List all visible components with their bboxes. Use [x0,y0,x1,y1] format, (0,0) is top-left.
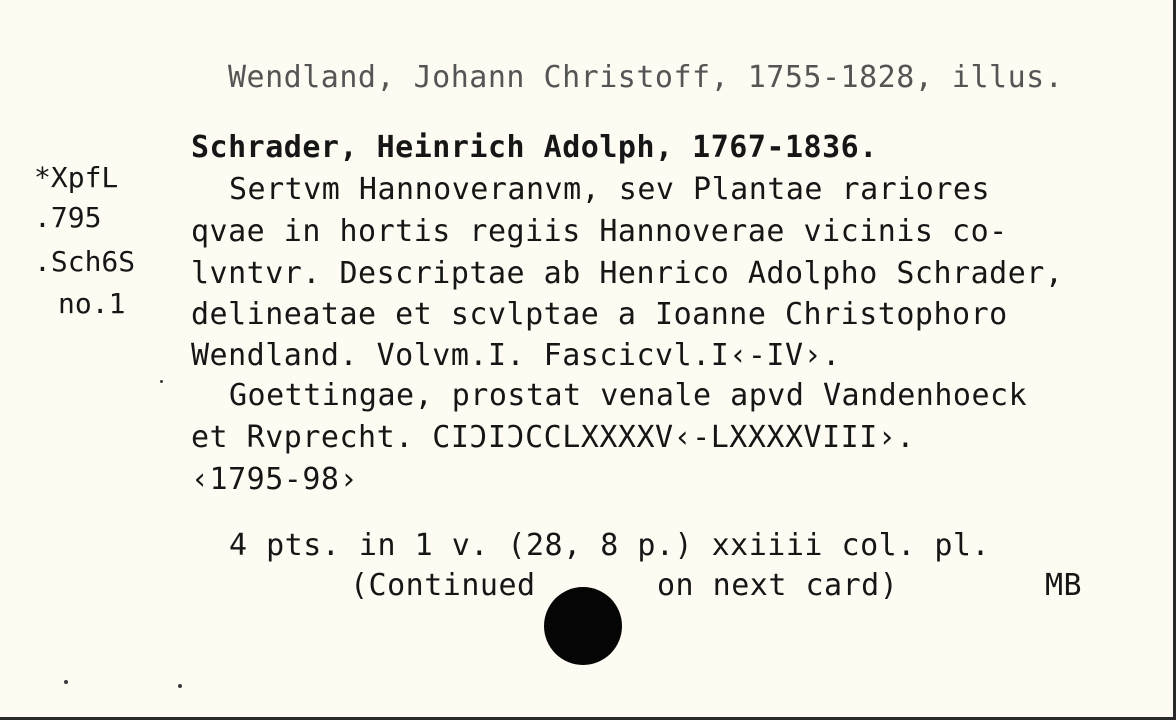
title-line-3: lvntvr. Descriptae ab Henrico Adolpho Schrader, [191,256,1064,291]
call-number-line-4: no.1 [58,287,126,320]
call-number-line-3: .Sch6S [34,245,136,278]
title-line-4: delineatae et scvlptae a Ioanne Christophoro [191,297,1008,332]
speck-mark [178,684,182,688]
call-number-line-2: .795 [34,201,102,234]
speck-mark [64,680,68,684]
cataloger-initials: MB [1045,568,1083,603]
imprint-line-2: et Rvprecht. CIƆIƆCCLXXXXV‹-LXXXXVIII›. [191,420,915,455]
title-line-1: Sertvm Hannoveranvm, sev Plantae rariores [229,172,991,207]
imprint-line-3: ‹1795-98› [191,462,359,497]
imprint-line-1: Goettingae, prostat venale apvd Vandenhoeck [229,378,1028,413]
author-heading: Schrader, Heinrich Adolph, 1767-1836. [191,130,878,165]
title-line-2: qvae in hortis regiis Hannoverae vicinis co- [191,214,1008,249]
continued-note-left: (Continued [350,568,536,603]
added-entry-heading: Wendland, Johann Christoff, 1755-1828, illus. [228,60,1064,95]
collation-line: 4 pts. in 1 v. (28, 8 p.) xxiiii col. pl. [229,528,991,563]
call-number-line-1: *XpfL [34,161,119,194]
punch-hole [544,587,622,665]
title-line-5: Wendland. Volvm.I. Fascicvl.I‹-IV›. [191,338,841,373]
continued-note-right: on next card) [657,568,899,603]
speck-mark [160,380,163,383]
